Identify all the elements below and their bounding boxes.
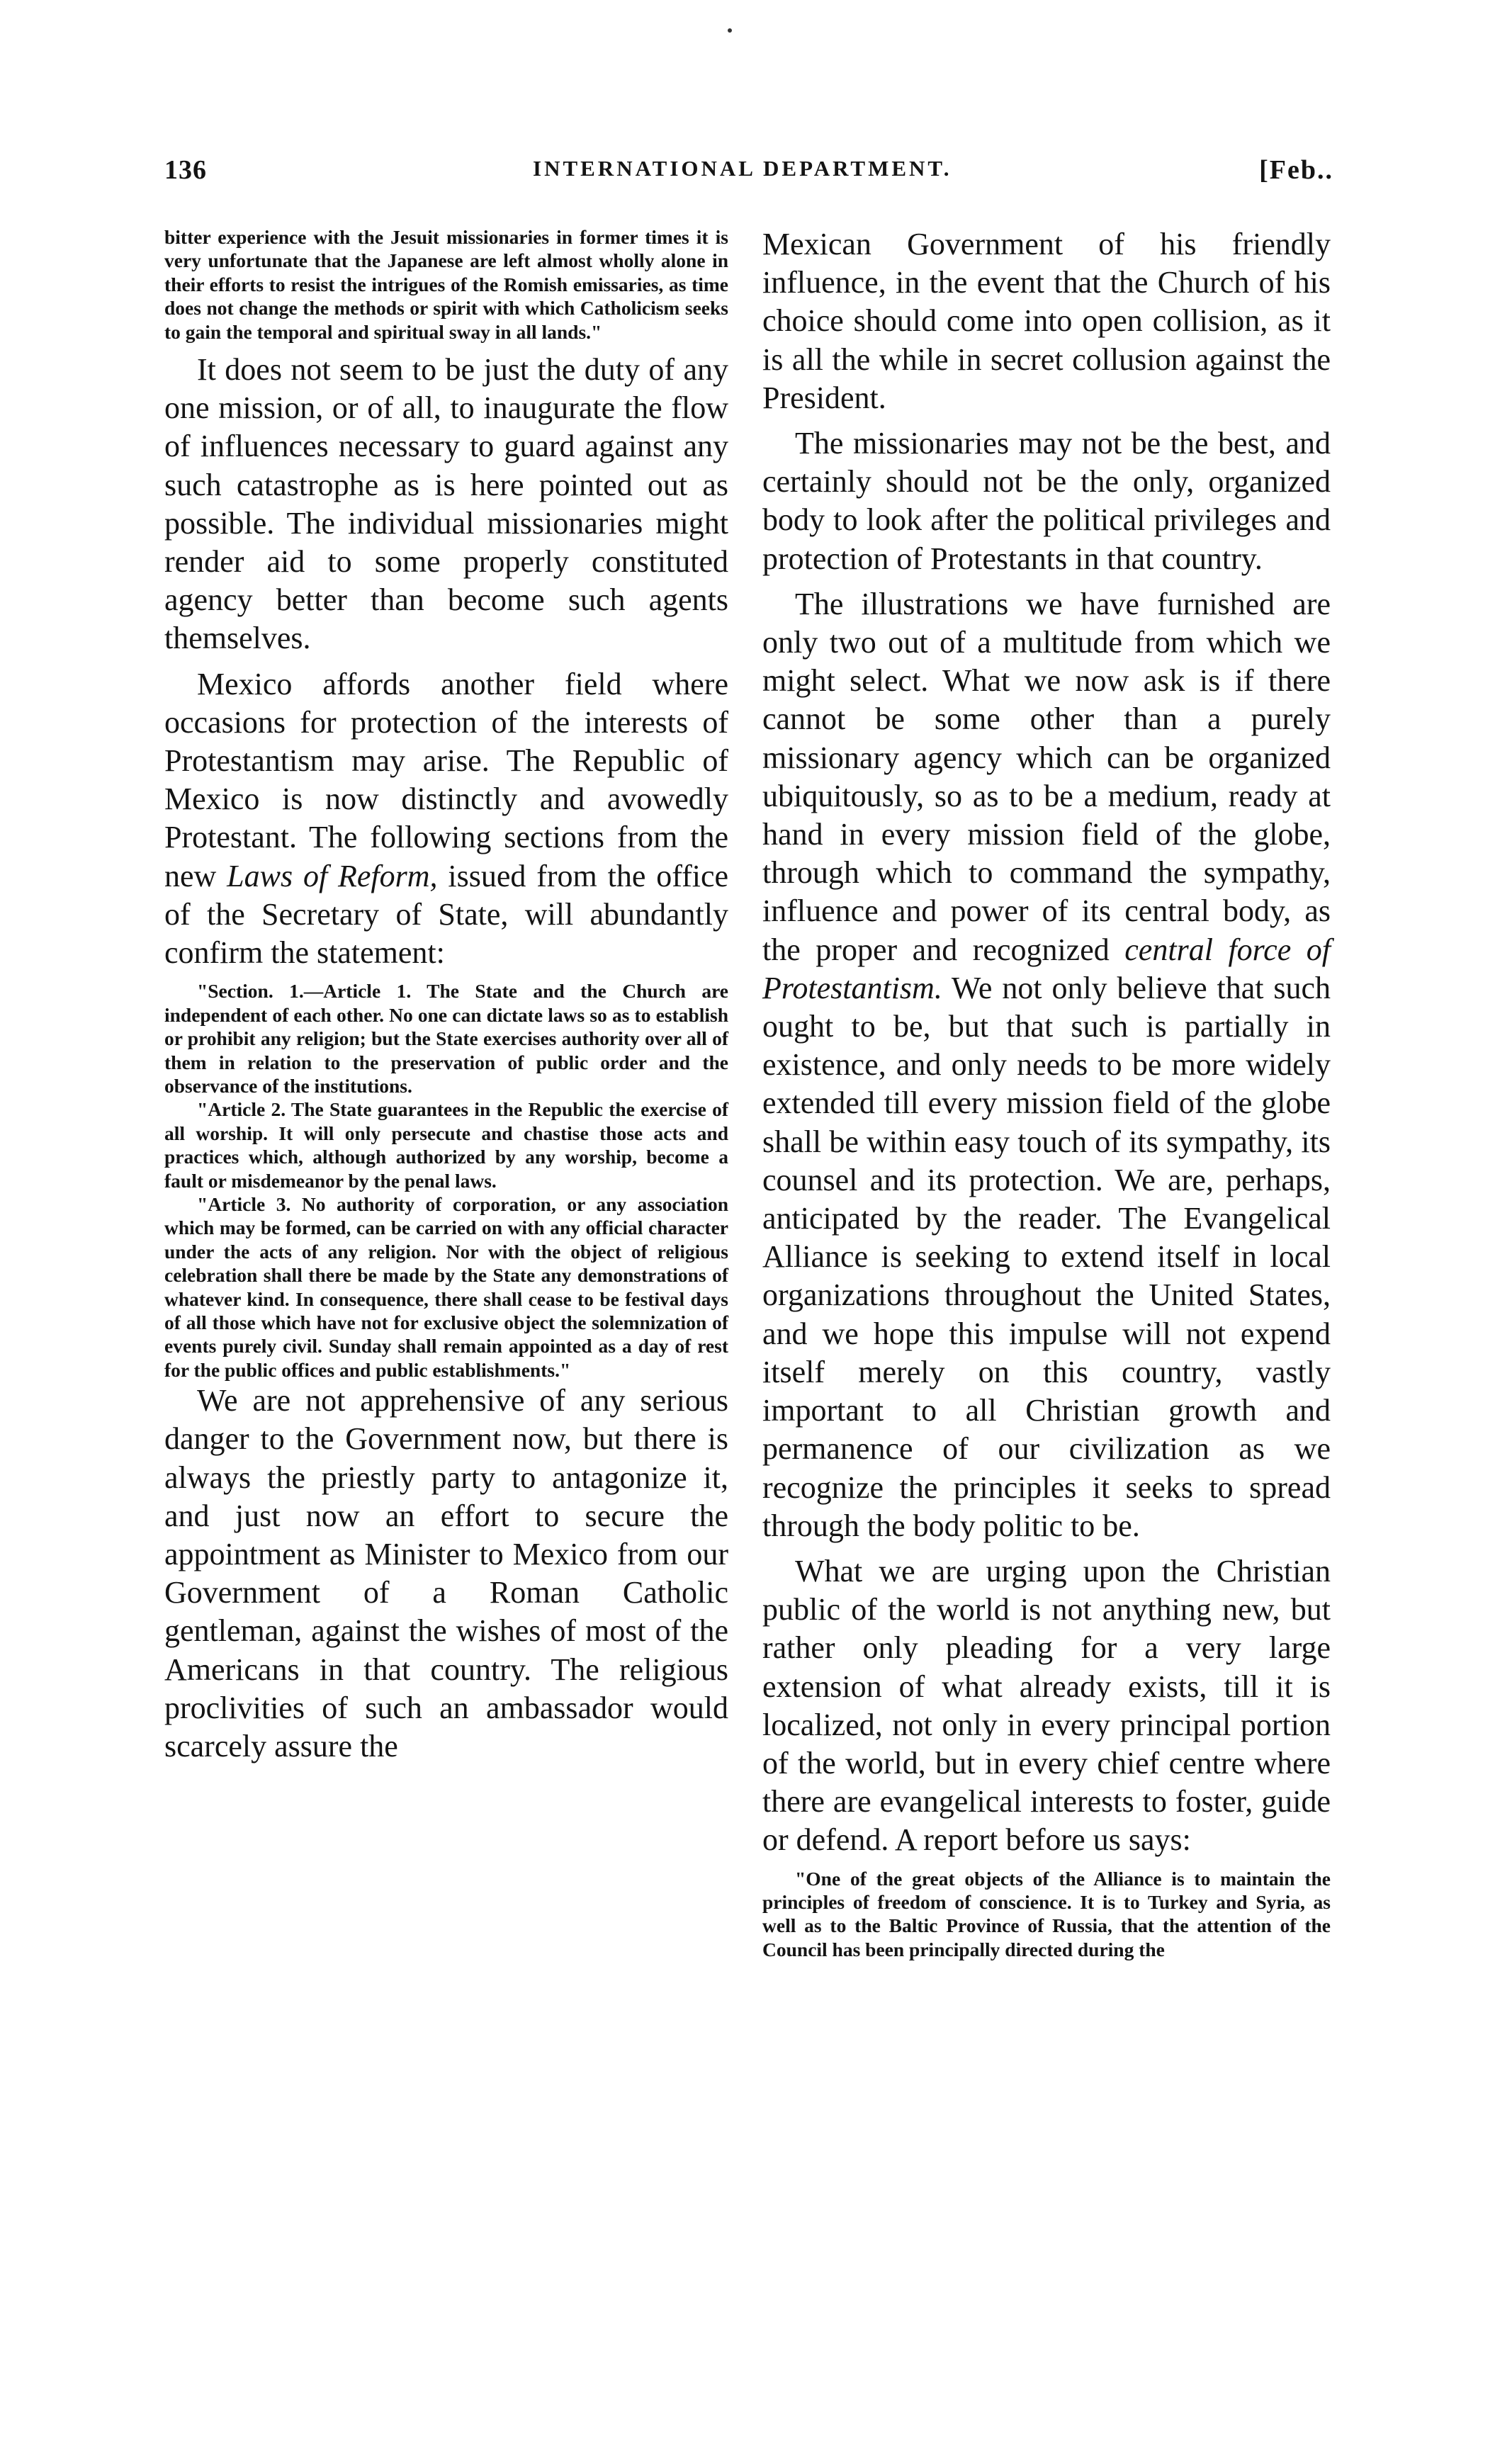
quote-article-1: "Section. 1.—Article 1. The State and the Church are independent of each other. No one can dictate laws so as to establish or prohibit any religion; but the State exercises authority over all of them in relation to the preservation of public order and the observance of the institutions. bbox=[164, 980, 728, 1097]
paragraph-mexico-text-2: issued from the office of the Secretary of State, will abundantly confirm the statement: bbox=[164, 858, 728, 971]
quote-alliance-report: "One of the great objects of the Alliance is to maintain the principles of freedom of conscience. It is to Turkey and Syria, as well as to the Baltic Province of Russia, that the attention of the Council has been principally directed during the bbox=[762, 1867, 1331, 1960]
laws-of-reform-title: Laws of Reform, bbox=[227, 858, 438, 893]
paragraph-danger: We are not apprehensive of any serious danger to the Government now, but there is always the priestly party to antagonize it, and just now an effort to secure the appointment as Minister to Mexico from our Government of a Roman Catholic gentleman, against the wishes of most of the Americans in that country. The religious proclivities of such an ambassador would scarcely assure the bbox=[164, 1383, 728, 1764]
quote-continuation: bitter experience with the Jesuit missionaries in former times it is very unfortunate that the Japanese are left almost wholly alone in their efforts to resist the intrigues of the Romish emissaries, as time does not change the methods or spirit with which Catholicism seeks to gain the temporal and spiritual sway in all lands." bbox=[164, 226, 728, 343]
header-date-mark: [Feb.. bbox=[1259, 155, 1333, 185]
paragraph-illustrations-text-2: We not only believe that such ought to be, but that such is partially in existence, and only needs to be more widely extended till every mission field of the globe shall be within easy touch of its sympathy, its counsel and its protection. We are, perhaps, anticipated by the reader. The Evangelical Alliance is seeking to extend itself in local organizations throughout the United States, and we hope this impulse will not expend itself merely on this country, vastly important to all Christian growth and permanence of our civilization as we recognize the principles it seeks to spread through the body politic to be. bbox=[762, 970, 1331, 1543]
page-number: 136 bbox=[164, 155, 207, 185]
paragraph-mexico-text-1: Mexico affords another field where occasions for protection of the interests of Protestantism may arise. The Republic of Mexico is now distinctly and avowedly Protestant. The following sections from the new bbox=[164, 666, 728, 893]
paragraph-illustrations bbox=[762, 585, 1331, 1545]
quote-article-3: "Article 3. No authority of corporation, or any association which may be formed, can be carried on with any official character under the acts of any religion. Nor with the object of religious celebration shall there be made by the State any demonstrations of whatever kind. In consequence, there shall cease to be festival days of all those which have not for exclusive object the solemnization of events purely civil. Sunday shall remain appointed as a day of rest for the public offices and public establishments." bbox=[164, 1192, 728, 1381]
left-column bbox=[164, 225, 728, 1766]
quote-article-2: "Article 2. The State guarantees in the Republic the exercise of all worship. It will only persecute and chastise those acts and practices which, although authorized by any worship, become a fault or misdemeanor by the penal laws. bbox=[164, 1098, 728, 1192]
central-force-phrase: central force of Protestantism. bbox=[762, 932, 1331, 1005]
paragraph-urging: What we are urging upon the Christian public of the world is not anything new, but rather only pleading for a very large extension of what already exists, till it is localized, not only in every principal portion of the world, but in every chief centre where there are evangelical interests to foster, guide or defend. A report before us says: bbox=[762, 1553, 1331, 1858]
paragraph-illustrations-text-1: The illustrations we have furnished are only two out of a multitude from which we might select. What we now ask is if there cannot be some other than a purely missionary agency which can be organized ubiquitously, so as to be a medium, ready at hand in every mission field of the globe, through which to command the sympathy, influence and power of its central body, as the proper and recognized bbox=[762, 586, 1331, 967]
ink-speck bbox=[728, 28, 732, 33]
paragraph-duty: It does not seem to be just the duty of any one mission, or of all, to inaugurate the flow of influences necessary to guard against any such catastrophe as is here pointed out as possible. The individual missionaries might render aid to some properly constituted agency better than become such agents themselves. bbox=[164, 352, 728, 656]
right-column bbox=[762, 225, 1331, 1961]
page-header bbox=[164, 154, 1333, 197]
paragraph-missionaries: The missionaries may not be the best, and certainly should not be the only, organized body to look after the political privileges and protection of Protestants in that country. bbox=[762, 426, 1331, 576]
paragraph-continued: Mexican Government of his friendly influence, in the event that the Church of his choice should come into open collision, as it is all the while in secret collusion against the President. bbox=[762, 227, 1331, 415]
paragraph-mexico bbox=[164, 665, 728, 973]
running-title: INTERNATIONAL DEPARTMENT. bbox=[533, 156, 952, 181]
